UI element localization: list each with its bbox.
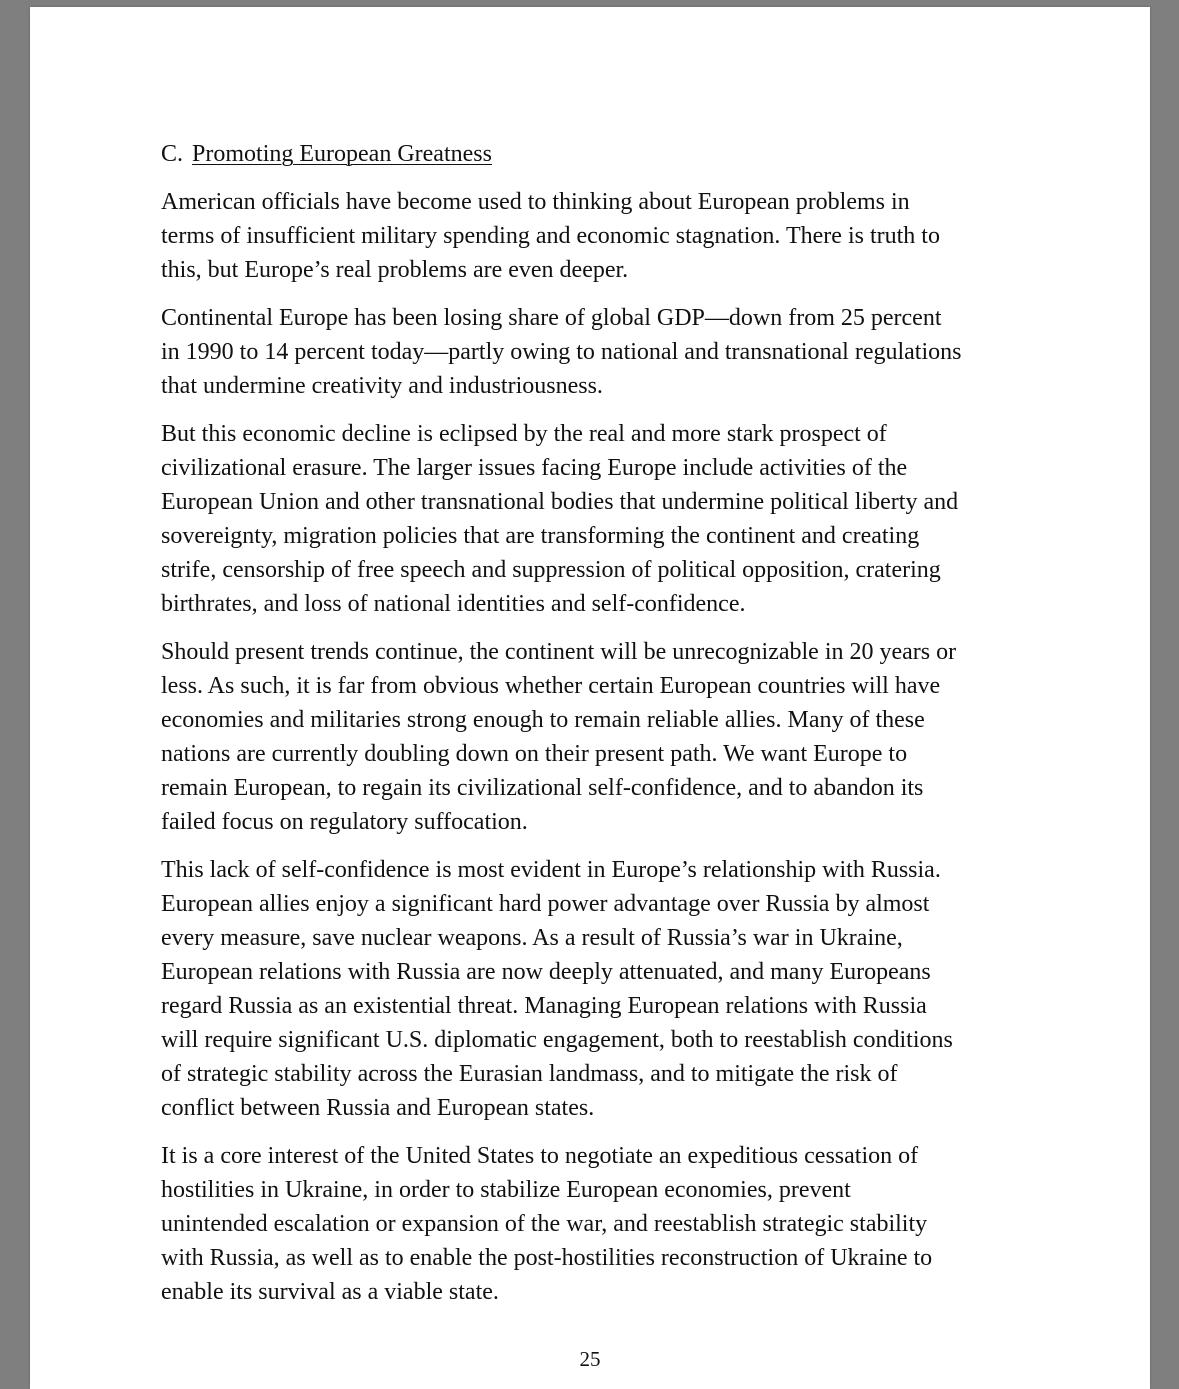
page-content — [161, 137, 1041, 1323]
paragraph-line: European relations with Russia are now deeply attenuated, and many Europeans — [161, 959, 931, 985]
paragraph-line: It is a core interest of the United States to negotiate an expeditious cessation of — [161, 1143, 919, 1169]
paragraph-line: But this economic decline is eclipsed by the real and more stark prospect of — [161, 421, 887, 447]
paragraph-line: less. As such, it is far from obvious whether certain European countries will have — [161, 673, 941, 699]
paragraph-line: hostilities in Ukraine, in order to stabilize European economies, prevent — [161, 1177, 851, 1203]
paragraph-line: of strategic stability across the Eurasian landmass, and to mitigate the risk of — [161, 1061, 898, 1087]
section-letter: C. — [161, 141, 184, 167]
paragraph-line: strife, censorship of free speech and suppression of political opposition, cratering — [161, 557, 941, 583]
paragraph-line: sovereignty, migration policies that are transforming the continent and creating — [161, 523, 920, 549]
body-paragraph — [161, 185, 1041, 287]
section-title: Promoting European Greatness — [192, 141, 492, 167]
body-paragraph — [161, 417, 1041, 621]
section-heading — [161, 137, 1041, 171]
body-paragraph — [161, 301, 1041, 403]
paragraph-line: This lack of self-confidence is most evident in Europe’s relationship with Russia. — [161, 857, 941, 883]
paragraph-line: birthrates, and loss of national identities and self-confidence. — [161, 591, 746, 617]
paragraph-line: European Union and other transnational bodies that undermine political liberty and — [161, 489, 959, 515]
body-paragraph — [161, 1139, 1041, 1309]
paragraph-line: in 1990 to 14 percent today—partly owing to national and transnational regulations — [161, 339, 962, 365]
paragraph-line: with Russia, as well as to enable the post-hostilities reconstruction of Ukraine to — [161, 1245, 933, 1271]
paragraph-line: terms of insufficient military spending and economic stagnation. There is truth to — [161, 223, 940, 249]
body-paragraph — [161, 635, 1041, 839]
body-paragraph — [161, 853, 1041, 1125]
page-number: 25 — [579, 1347, 601, 1371]
paragraph-line: this, but Europe’s real problems are even deeper. — [161, 257, 629, 283]
paragraph-line: American officials have become used to thinking about European problems in — [161, 189, 910, 215]
paragraph-line: regard Russia as an existential threat. Managing European relations with Russia — [161, 993, 927, 1019]
paragraph-line: Should present trends continue, the continent will be unrecognizable in 20 years or — [161, 639, 957, 665]
paragraph-line: Continental Europe has been losing share of global GDP—down from 25 percent — [161, 305, 942, 331]
paragraph-line: nations are currently doubling down on their present path. We want Europe to — [161, 741, 908, 767]
paragraph-line: economies and militaries strong enough to remain reliable allies. Many of these — [161, 707, 925, 733]
paragraph-line: European allies enjoy a significant hard power advantage over Russia by almost — [161, 891, 930, 917]
paragraph-line: that undermine creativity and industriousness. — [161, 373, 603, 399]
paragraph-line: enable its survival as a viable state. — [161, 1279, 499, 1305]
paragraph-line: unintended escalation or expansion of the war, and reestablish strategic stability — [161, 1211, 928, 1237]
paragraph-line: civilizational erasure. The larger issues facing Europe include activities of the — [161, 455, 908, 481]
paragraph-line: remain European, to regain its civilizational self-confidence, and to abandon its — [161, 775, 924, 801]
paragraph-line: every measure, save nuclear weapons. As a result of Russia’s war in Ukraine, — [161, 925, 903, 951]
paragraph-line: will require significant U.S. diplomatic engagement, both to reestablish conditions — [161, 1027, 953, 1053]
paragraph-line: failed focus on regulatory suffocation. — [161, 809, 528, 835]
paragraph-list — [161, 185, 1041, 1309]
paragraph-line: conflict between Russia and European states. — [161, 1095, 595, 1121]
document-page — [30, 7, 1150, 1389]
